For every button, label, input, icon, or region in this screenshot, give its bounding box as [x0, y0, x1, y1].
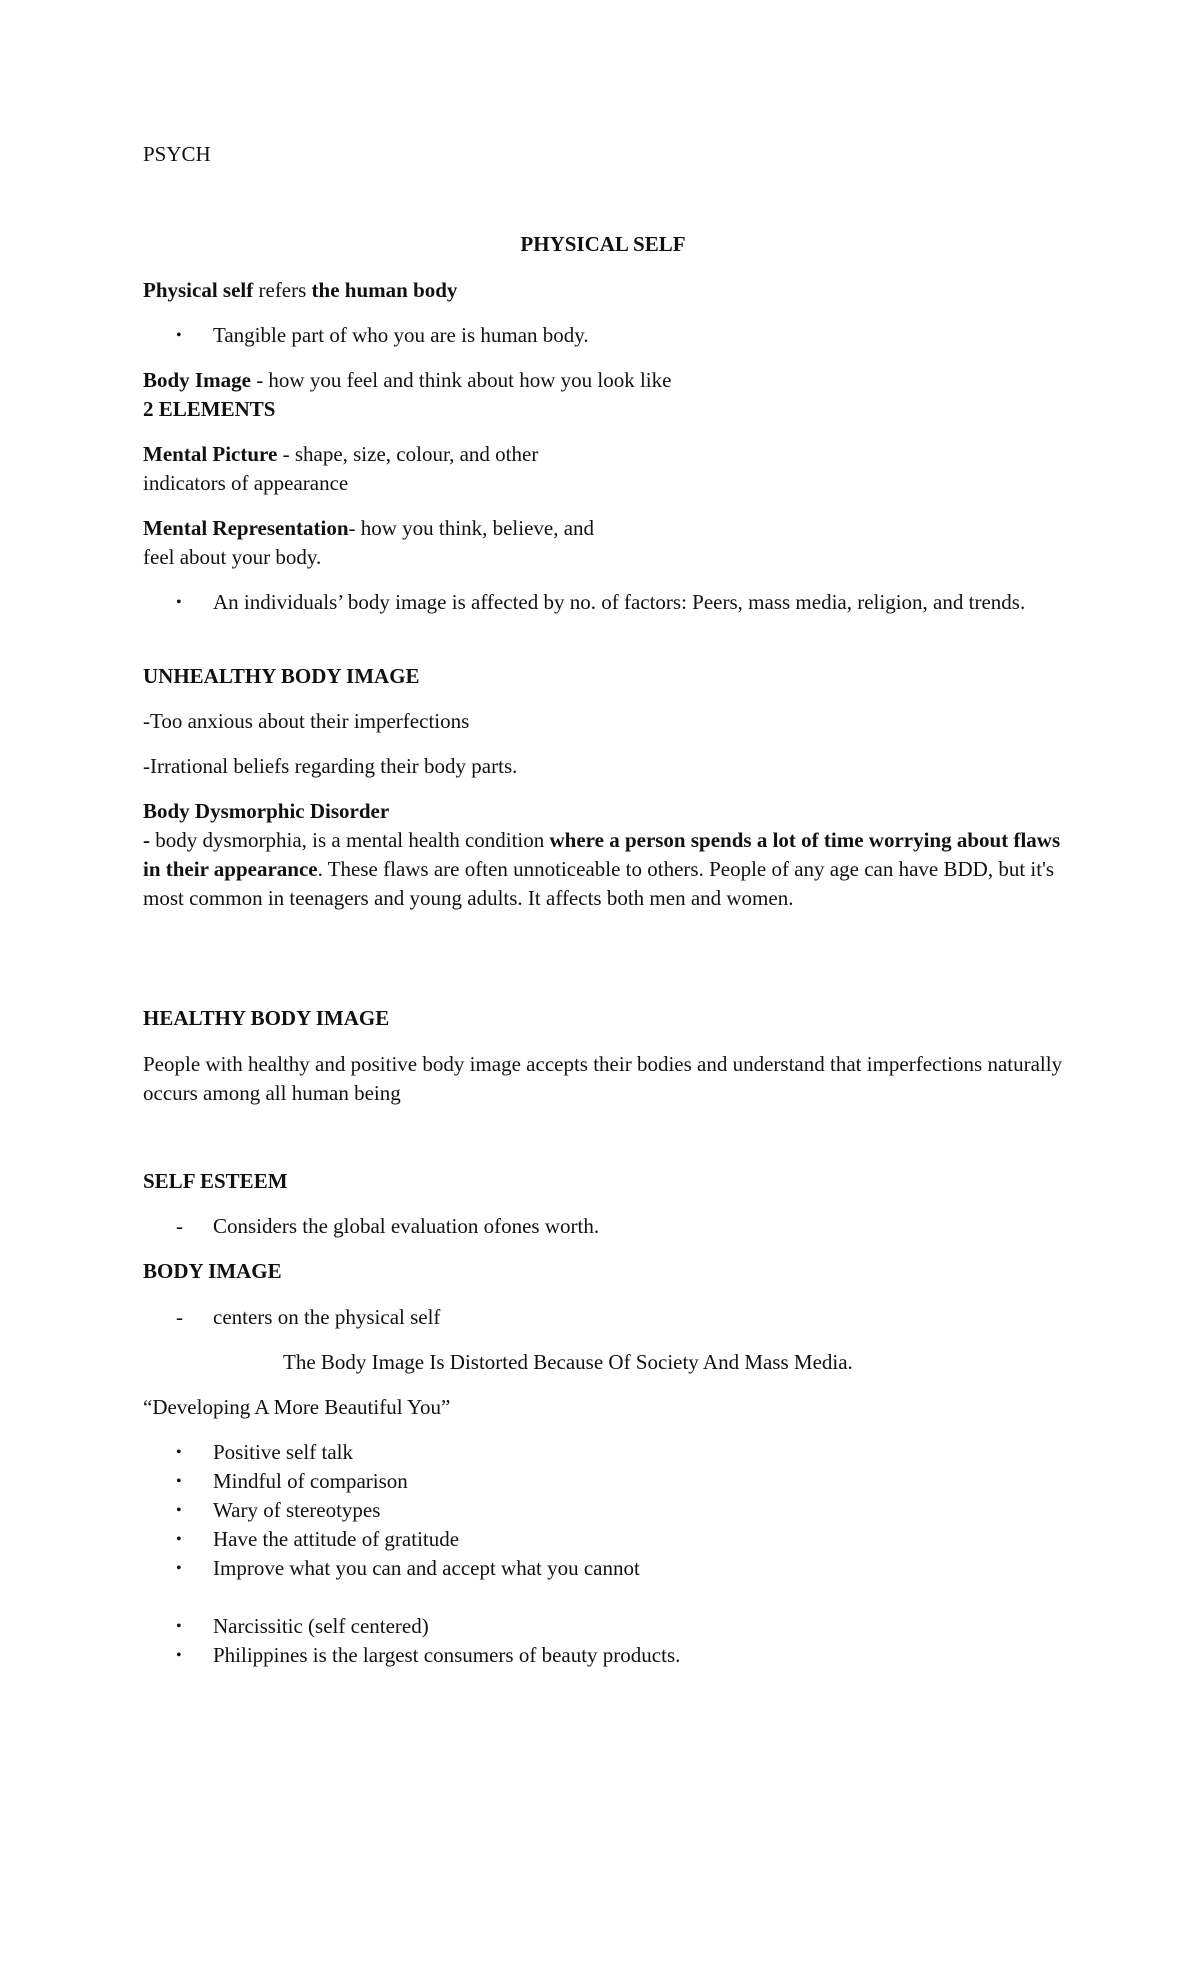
mental-representation-term: Mental Representation — [143, 516, 349, 540]
list-item-text: An individuals’ body image is affected by no. of factors: Peers, mass media, religion, and trends. — [213, 590, 1026, 614]
unhealthy-line1: -Too anxious about their imperfections — [143, 709, 470, 733]
list-item — [143, 1525, 1063, 1554]
dash-marker: - — [176, 1305, 183, 1329]
mental-picture-term: Mental Picture — [143, 442, 278, 466]
bdd-text2: . These flaws are often unnoticeable to others. People of any age can have BDD, but it's most common in teenagers and young adults. It affects both men and women. — [143, 857, 1055, 910]
bdd-dash: - — [143, 828, 156, 852]
list-item — [143, 1438, 1063, 1467]
body-image-heading: BODY IMAGE — [143, 1259, 282, 1283]
unhealthy-line2: -Irrational beliefs regarding their body parts. — [143, 754, 518, 778]
list-item-text: Philippines is the largest consumers of beauty products. — [213, 1643, 681, 1667]
mental-picture-line2: indicators of appearance — [143, 471, 349, 495]
dash-marker: - — [176, 1214, 183, 1238]
header-label: PSYCH — [143, 142, 211, 166]
bullet-icon: • — [176, 594, 182, 611]
list-item-text: Wary of stereotypes — [213, 1498, 381, 1522]
bullet-icon: • — [176, 1444, 182, 1461]
mental-representation-text: - how you think, believe, and — [348, 516, 595, 540]
list-item-text: Narcissitic (self centered) — [213, 1614, 429, 1638]
self-esteem-heading: SELF ESTEEM — [143, 1169, 288, 1193]
bullet-icon: • — [176, 1502, 182, 1519]
mental-picture-text: - shape, size, colour, and other — [277, 442, 539, 466]
list-item-text: Tangible part of who you are is human body. — [213, 323, 589, 347]
body-image-definition — [143, 366, 671, 395]
bullet-icon: • — [176, 1618, 182, 1635]
list-item — [143, 321, 1063, 350]
list-item — [143, 1612, 1063, 1641]
elements-heading: 2 ELEMENTS — [143, 397, 276, 421]
list-item-text: Improve what you can and accept what you cannot — [213, 1556, 640, 1580]
list-item-text: Mindful of comparison — [213, 1469, 408, 1493]
mental-representation-line2: feel about your body. — [143, 545, 322, 569]
distorted-statement: The Body Image Is Distorted Because Of Society And Mass Media. — [283, 1350, 853, 1374]
mental-representation-line1 — [143, 514, 594, 543]
bdd-paragraph — [143, 826, 1063, 913]
list-item — [143, 1303, 1063, 1332]
list-item-text: centers on the physical self — [213, 1305, 441, 1329]
body-image-text: - how you feel and think about how you look like — [250, 368, 672, 392]
list-item-text: Positive self talk — [213, 1440, 353, 1464]
unhealthy-heading: UNHEALTHY BODY IMAGE — [143, 664, 420, 688]
physical-self-definition — [143, 276, 457, 305]
list-item — [143, 1496, 1063, 1525]
physical-self-mid: refers — [253, 278, 312, 302]
body-image-term: Body Image — [143, 368, 251, 392]
physical-self-term: Physical self — [143, 278, 254, 302]
list-item — [143, 1467, 1063, 1496]
healthy-heading: HEALTHY BODY IMAGE — [143, 1006, 390, 1030]
list-item-text: Considers the global evaluation ofones worth. — [213, 1214, 600, 1238]
bullet-icon: • — [176, 327, 182, 344]
list-item — [143, 1641, 1063, 1670]
bullet-icon: • — [176, 1647, 182, 1664]
healthy-paragraph: People with healthy and positive body image accepts their bodies and understand that imperfections naturally occurs among all human being — [143, 1052, 1063, 1105]
bdd-bold-text: where a person spends a lot of time worrying about flaws in their appearance — [143, 828, 1061, 881]
bullet-icon: • — [176, 1560, 182, 1577]
mental-picture-line1 — [143, 440, 538, 469]
list-item — [143, 1212, 1063, 1241]
list-item — [143, 1554, 1063, 1583]
bdd-text1: body dysmorphia, is a mental health condition — [155, 828, 550, 852]
physical-self-rest: the human body — [311, 278, 458, 302]
bullet-icon: • — [176, 1473, 182, 1490]
list-item — [143, 588, 1063, 646]
bdd-heading: Body Dysmorphic Disorder — [143, 799, 390, 823]
bullet-icon: • — [176, 1531, 182, 1548]
page-title: PHYSICAL SELF — [520, 232, 686, 256]
list-item-text: Have the attitude of gratitude — [213, 1527, 460, 1551]
developing-title: “Developing A More Beautiful You” — [143, 1395, 451, 1419]
